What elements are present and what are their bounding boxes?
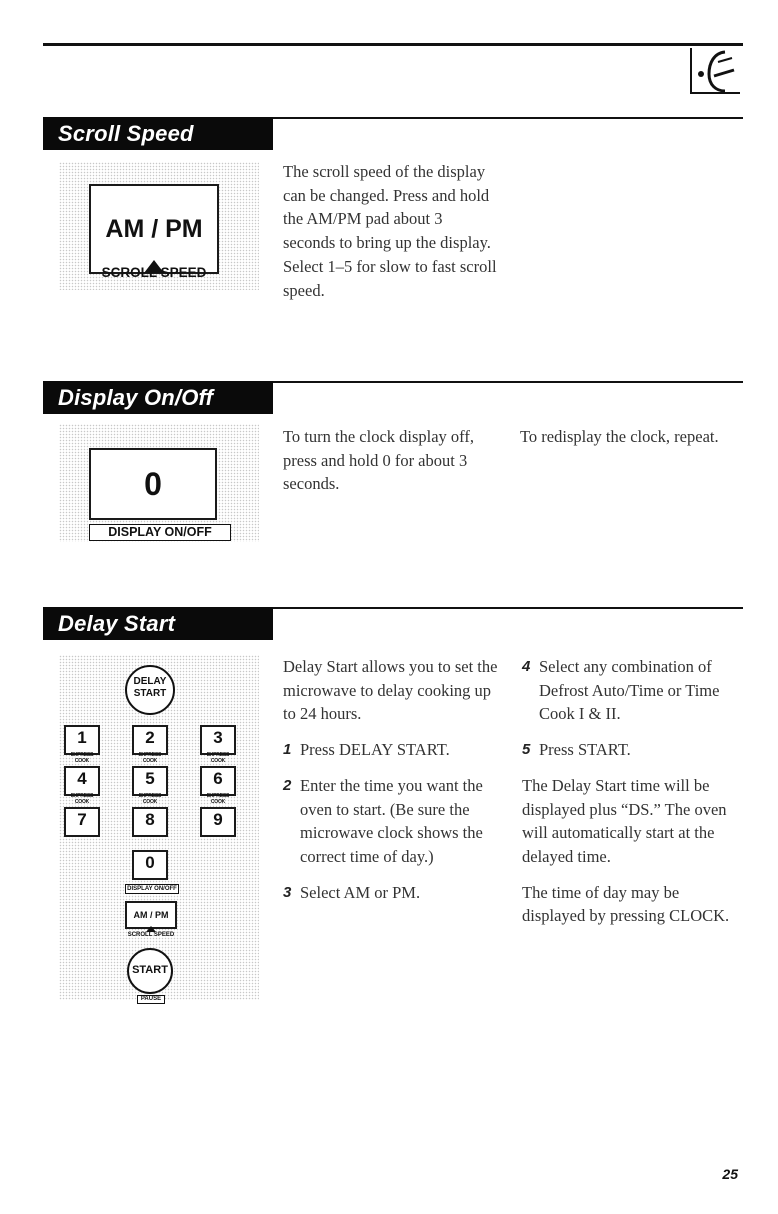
delay-start-note-1: The Delay Start time will be displayed plus “DS.” The oven will automatically start at the delayed time. xyxy=(522,775,727,866)
key-number: 2 xyxy=(145,728,155,747)
zero-key xyxy=(89,448,217,520)
key-9 xyxy=(200,807,236,837)
display-onoff-paragraph: To turn the clock display off, press and hold 0 for about 3 seconds. xyxy=(283,427,474,494)
display-onoff-illustration xyxy=(59,424,259,542)
key-3 xyxy=(200,725,236,764)
delay-start-note-2: The time of day may be displayed by pressing CLOCK. xyxy=(522,882,730,926)
step-number: 3 xyxy=(283,883,292,901)
ampm-key-label: AM / PM xyxy=(133,910,169,920)
step-text: Select AM or PM. xyxy=(300,882,421,902)
key-number: 5 xyxy=(145,769,155,788)
delay-start-col2 xyxy=(522,655,742,940)
key-8 xyxy=(132,807,168,837)
key-2 xyxy=(132,725,168,764)
section-header-delay-start xyxy=(43,607,273,640)
key-number: 6 xyxy=(213,769,223,788)
section-rule xyxy=(273,607,743,609)
key-number: 7 xyxy=(77,810,87,829)
scroll-speed-illustration xyxy=(59,162,259,290)
key-number: 1 xyxy=(77,728,87,747)
key-number: 9 xyxy=(213,810,223,829)
keypad-illustration xyxy=(59,655,259,1000)
tab-marker-icon xyxy=(692,48,742,94)
key-number: 3 xyxy=(213,728,223,747)
display-onoff-caption: DISPLAY ON/OFF xyxy=(89,524,231,541)
express-cook-label: EXPRESS COOK xyxy=(70,752,94,764)
delay-label: DELAY xyxy=(133,676,167,687)
start-key-label: START xyxy=(132,964,168,976)
key-1 xyxy=(64,725,100,764)
step-text: Select any combination of Defrost Auto/Time or Time Cook I & II. xyxy=(539,657,720,724)
start-key xyxy=(127,948,173,994)
display-onoff-col1 xyxy=(283,425,498,508)
delay-start-key xyxy=(125,665,175,715)
ampm-key-label: AM / PM xyxy=(105,214,203,243)
top-rule xyxy=(43,43,743,46)
section-rule xyxy=(273,117,743,119)
step-number: 5 xyxy=(522,741,531,759)
key-0 xyxy=(132,850,168,880)
section-title: Scroll Speed xyxy=(58,121,194,146)
key-7 xyxy=(64,807,100,837)
step-3 xyxy=(283,881,503,905)
zero-key-label: 0 xyxy=(144,465,162,502)
display-onoff-col2 xyxy=(520,425,735,461)
key-number: 0 xyxy=(145,853,155,872)
scroll-speed-paragraph: The scroll speed of the display can be changed. Press and hold the AM/PM pad about 3 seconds to bring up the display. Select 1–5 for slow to fast scroll speed. xyxy=(283,162,497,300)
section-header-scroll-speed xyxy=(43,117,273,150)
step-number: 1 xyxy=(283,741,292,759)
step-4 xyxy=(522,655,742,726)
step-number: 2 xyxy=(283,776,292,794)
step-number: 4 xyxy=(522,658,531,675)
delay-start-col1 xyxy=(283,655,503,916)
key-5 xyxy=(132,766,168,805)
corner-tab xyxy=(690,48,740,94)
start-label: START xyxy=(133,688,167,699)
section-rule xyxy=(273,381,743,383)
step-2 xyxy=(283,774,503,869)
section-title: Display On/Off xyxy=(58,385,214,410)
section-header-display-onoff xyxy=(43,381,273,414)
pause-caption: PAUSE xyxy=(137,995,165,1004)
step-1 xyxy=(283,738,503,762)
step-text: Press DELAY START. xyxy=(300,740,450,760)
display-onoff-paragraph-2: To redisplay the clock, repeat. xyxy=(520,427,719,446)
express-cook-label: EXPRESS COOK xyxy=(70,793,94,805)
page-number: 25 xyxy=(722,1166,738,1182)
express-cook-label: EXPRESS COOK xyxy=(206,793,230,805)
express-cook-label: EXPRESS COOK xyxy=(138,793,162,805)
step-text: Press START. xyxy=(539,740,631,760)
express-cook-label: EXPRESS COOK xyxy=(138,752,162,764)
delay-start-intro: Delay Start allows you to set the microwave to delay cooking up to 24 hours. xyxy=(283,657,498,724)
scroll-speed-caption: SCROLL SPEED xyxy=(101,265,207,280)
step-5 xyxy=(522,738,742,762)
section-title: Delay Start xyxy=(58,611,176,636)
scroll-speed-text xyxy=(283,160,498,314)
scroll-speed-caption: SCROLL SPEED xyxy=(127,932,175,938)
key-number: 4 xyxy=(77,769,87,788)
key-4 xyxy=(64,766,100,805)
key-number: 8 xyxy=(145,810,155,829)
express-cook-label: EXPRESS COOK xyxy=(206,752,230,764)
zero-caption: DISPLAY ON/OFF xyxy=(125,884,179,894)
key-6 xyxy=(200,766,236,805)
step-text: Enter the time you want the oven to start. (Be sure the microwave clock shows the correct time of day.) xyxy=(300,775,483,866)
